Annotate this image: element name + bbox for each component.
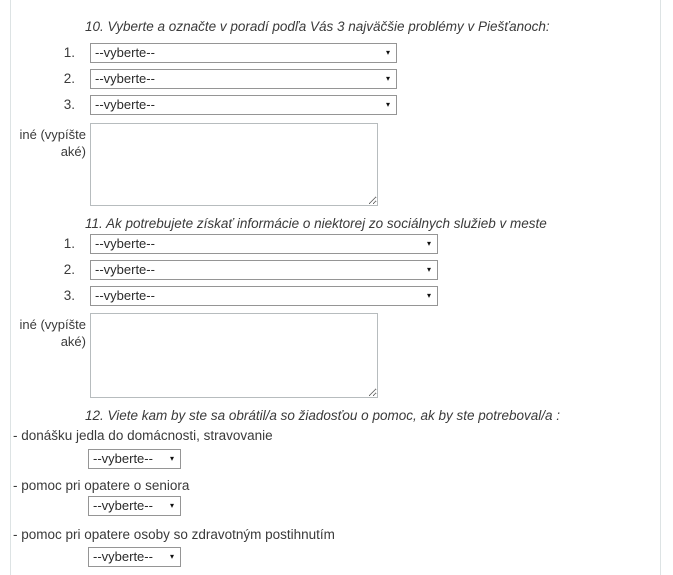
q10-rank-1-select-wrap <box>90 43 397 63</box>
question-10-heading: 10. Vyberte a označte v poradí podľa Vás 3 najväčšie problémy v Piešťanoch: <box>85 19 550 34</box>
q11-rank-2-label: 2. <box>63 262 75 277</box>
dropdown-arrow-icon: ▾ <box>426 239 431 248</box>
q10-other-row <box>11 123 660 206</box>
dropdown-arrow-icon: ▾ <box>169 501 174 510</box>
q12-item-3-label: - pomoc pri opatere osoby so zdravotným postihnutím <box>13 527 335 542</box>
q11-rank-1-select[interactable] <box>90 234 438 254</box>
q10-rank-2-select[interactable] <box>90 69 397 89</box>
q10-rank-3-label: 3. <box>63 97 75 112</box>
q12-item-3-select-wrap <box>88 547 181 567</box>
question-11-heading: 11. Ak potrebujete získať informácie o niektorej zo sociálnych služieb v meste <box>85 216 547 231</box>
dropdown-arrow-icon: ▾ <box>426 265 431 274</box>
q10-other-label: iné (vypíšte aké) <box>19 127 86 159</box>
q10-rank-1-label: 1. <box>63 45 75 60</box>
q12-item-3-select[interactable] <box>88 547 181 567</box>
q11-rank-3-label: 3. <box>63 288 75 303</box>
q11-other-row <box>11 313 660 398</box>
q10-rank-3-select[interactable] <box>90 95 397 115</box>
q11-rank-1-select-wrap <box>90 234 438 254</box>
q12-item-2-select-wrap <box>88 496 181 516</box>
dropdown-arrow-icon: ▾ <box>385 100 390 109</box>
q10-rank-row-1 <box>11 43 660 63</box>
q12-item-1-select[interactable] <box>88 449 181 469</box>
q12-item-1-label: - donášku jedla do domácnosti, stravovanie <box>13 428 273 443</box>
q11-rank-row-3 <box>11 286 660 306</box>
q12-item-2-select[interactable] <box>88 496 181 516</box>
q12-item-3-select-row <box>88 547 660 567</box>
dropdown-arrow-icon: ▾ <box>169 552 174 561</box>
q11-rank-3-select-wrap <box>90 286 438 306</box>
q10-other-textarea[interactable] <box>90 123 378 206</box>
q10-rank-3-select-wrap <box>90 95 397 115</box>
q11-other-textarea[interactable] <box>90 313 378 398</box>
q11-rank-row-1 <box>11 234 660 254</box>
q10-rank-row-2 <box>11 69 660 89</box>
q11-rank-2-select[interactable] <box>90 260 438 280</box>
dropdown-arrow-icon: ▾ <box>385 48 390 57</box>
q11-rank-2-select-wrap <box>90 260 438 280</box>
dropdown-arrow-icon: ▾ <box>426 291 431 300</box>
q11-rank-3-select[interactable] <box>90 286 438 306</box>
q12-item-2-label: - pomoc pri opatere o seniora <box>13 478 190 493</box>
q12-item-2-select-row <box>88 496 660 516</box>
q10-rank-2-label: 2. <box>63 71 75 86</box>
q10-rank-1-select[interactable] <box>90 43 397 63</box>
q10-rank-row-3 <box>11 95 660 115</box>
q10-rank-2-select-wrap <box>90 69 397 89</box>
question-12-heading: 12. Viete kam by ste sa obrátil/a so žiadosťou o pomoc, ak by ste potreboval/a : <box>85 408 561 423</box>
survey-panel <box>10 0 661 575</box>
q11-rank-1-label: 1. <box>63 236 75 251</box>
q11-other-label: iné (vypíšte aké) <box>19 317 86 349</box>
q11-rank-row-2 <box>11 260 660 280</box>
q12-item-1-select-wrap <box>88 449 181 469</box>
q12-item-1-select-row <box>88 449 660 469</box>
dropdown-arrow-icon: ▾ <box>385 74 390 83</box>
dropdown-arrow-icon: ▾ <box>169 454 174 463</box>
